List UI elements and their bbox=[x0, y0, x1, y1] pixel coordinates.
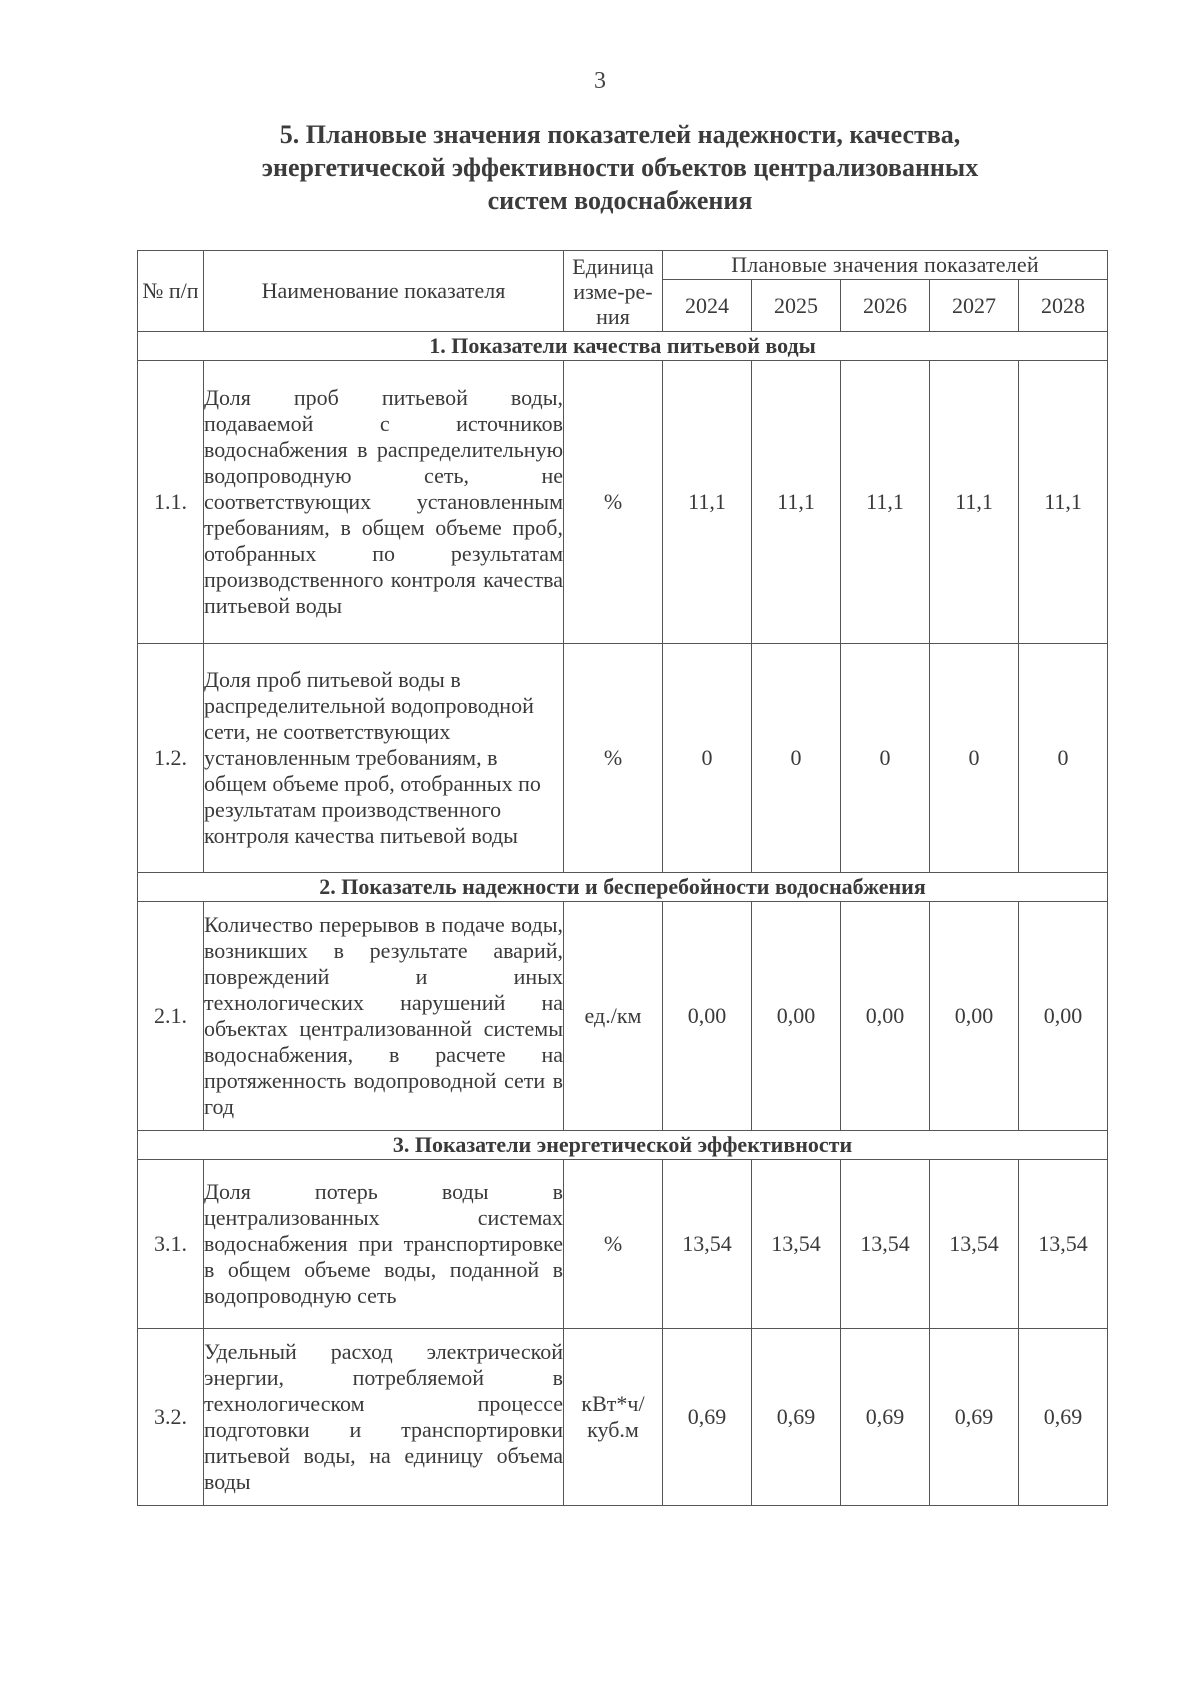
row-name: Доля проб питьевой воды в распределительной водопроводной сети, не соответствующих установленным требованиям, в общем объеме проб, отобранных по результатам производственного контроля качества питьевой воды bbox=[204, 644, 564, 873]
header-plan: Плановые значения показателей bbox=[663, 251, 1108, 280]
row-name: Доля потерь воды в централизованных системах водоснабжения при транспортировке в общем объеме воды, поданной в водопроводную сеть bbox=[204, 1160, 564, 1329]
row-value: 13,54 bbox=[930, 1160, 1019, 1329]
row-name: Доля проб питьевой воды, подаваемой с источников водоснабжения в распределительную водопроводную сеть, не соответствующих установленным требованиям, в общем объеме проб, отобранных по результатам производственного контроля качества питьевой воды bbox=[204, 361, 564, 644]
row-value: 13,54 bbox=[752, 1160, 841, 1329]
row-value: 0,00 bbox=[930, 902, 1019, 1131]
row-value: 0 bbox=[930, 644, 1019, 873]
row-value: 13,54 bbox=[841, 1160, 930, 1329]
header-unit: Единица изме-ре-ния bbox=[564, 251, 663, 332]
page-number: 3 bbox=[594, 68, 606, 94]
section-row bbox=[138, 332, 1108, 361]
row-num: 1.1. bbox=[138, 361, 204, 644]
row-value: 11,1 bbox=[841, 361, 930, 644]
indicators-table bbox=[137, 250, 1108, 1506]
row-unit: % bbox=[564, 1160, 663, 1329]
section-heading: 1. Показатели качества питьевой воды bbox=[138, 332, 1108, 361]
row-num: 3.2. bbox=[138, 1329, 204, 1506]
row-value: 0,69 bbox=[752, 1329, 841, 1506]
table-row bbox=[138, 1329, 1108, 1506]
title-line-1: 5. Плановые значения показателей надежности, качества, bbox=[279, 120, 961, 149]
section-heading: 2. Показатель надежности и бесперебойности водоснабжения bbox=[138, 873, 1108, 902]
row-value: 0 bbox=[1019, 644, 1108, 873]
row-num: 2.1. bbox=[138, 902, 204, 1131]
row-value: 0 bbox=[752, 644, 841, 873]
row-value: 11,1 bbox=[663, 361, 752, 644]
row-value: 11,1 bbox=[1019, 361, 1108, 644]
header-year: 2027 bbox=[930, 280, 1019, 332]
row-unit: ед./км bbox=[564, 902, 663, 1131]
row-value: 11,1 bbox=[752, 361, 841, 644]
row-unit: % bbox=[564, 361, 663, 644]
table-row bbox=[138, 1160, 1108, 1329]
row-value: 0,69 bbox=[930, 1329, 1019, 1506]
row-value: 13,54 bbox=[663, 1160, 752, 1329]
table-row bbox=[138, 361, 1108, 644]
row-name: Количество перерывов в подаче воды, возникших в результате аварий, повреждений и иных технологических нарушений на объектах централизованной системы водоснабжения, в расчете на протяженность водопроводной сети в год bbox=[204, 902, 564, 1131]
header-year: 2025 bbox=[752, 280, 841, 332]
table-row bbox=[138, 902, 1108, 1131]
row-value: 0 bbox=[663, 644, 752, 873]
row-value: 0 bbox=[841, 644, 930, 873]
header-year: 2028 bbox=[1019, 280, 1108, 332]
row-name: Удельный расход электрической энергии, потребляемой в технологическом процессе подготовки и транспортировки питьевой воды, на единицу объема воды bbox=[204, 1329, 564, 1506]
header-num: № п/п bbox=[138, 251, 204, 332]
section-row bbox=[138, 1131, 1108, 1160]
header-year: 2026 bbox=[841, 280, 930, 332]
section-title bbox=[200, 118, 1040, 217]
row-value: 0,00 bbox=[841, 902, 930, 1131]
row-value: 0,00 bbox=[752, 902, 841, 1131]
row-value: 0,69 bbox=[663, 1329, 752, 1506]
row-value: 0,00 bbox=[663, 902, 752, 1131]
row-value: 13,54 bbox=[1019, 1160, 1108, 1329]
row-unit: % bbox=[564, 644, 663, 873]
header-name: Наименование показателя bbox=[204, 251, 564, 332]
section-heading: 3. Показатели энергетической эффективности bbox=[138, 1131, 1108, 1160]
row-value: 0,69 bbox=[841, 1329, 930, 1506]
row-value: 0,69 bbox=[1019, 1329, 1108, 1506]
section-row bbox=[138, 873, 1108, 902]
title-line-2: энергетической эффективности объектов централизованных bbox=[261, 153, 979, 182]
header-year: 2024 bbox=[663, 280, 752, 332]
row-num: 3.1. bbox=[138, 1160, 204, 1329]
table-row bbox=[138, 644, 1108, 873]
row-value: 11,1 bbox=[930, 361, 1019, 644]
title-line-3: систем водоснабжения bbox=[487, 186, 753, 215]
row-num: 1.2. bbox=[138, 644, 204, 873]
row-value: 0,00 bbox=[1019, 902, 1108, 1131]
row-unit: кВт*ч/ куб.м bbox=[564, 1329, 663, 1506]
